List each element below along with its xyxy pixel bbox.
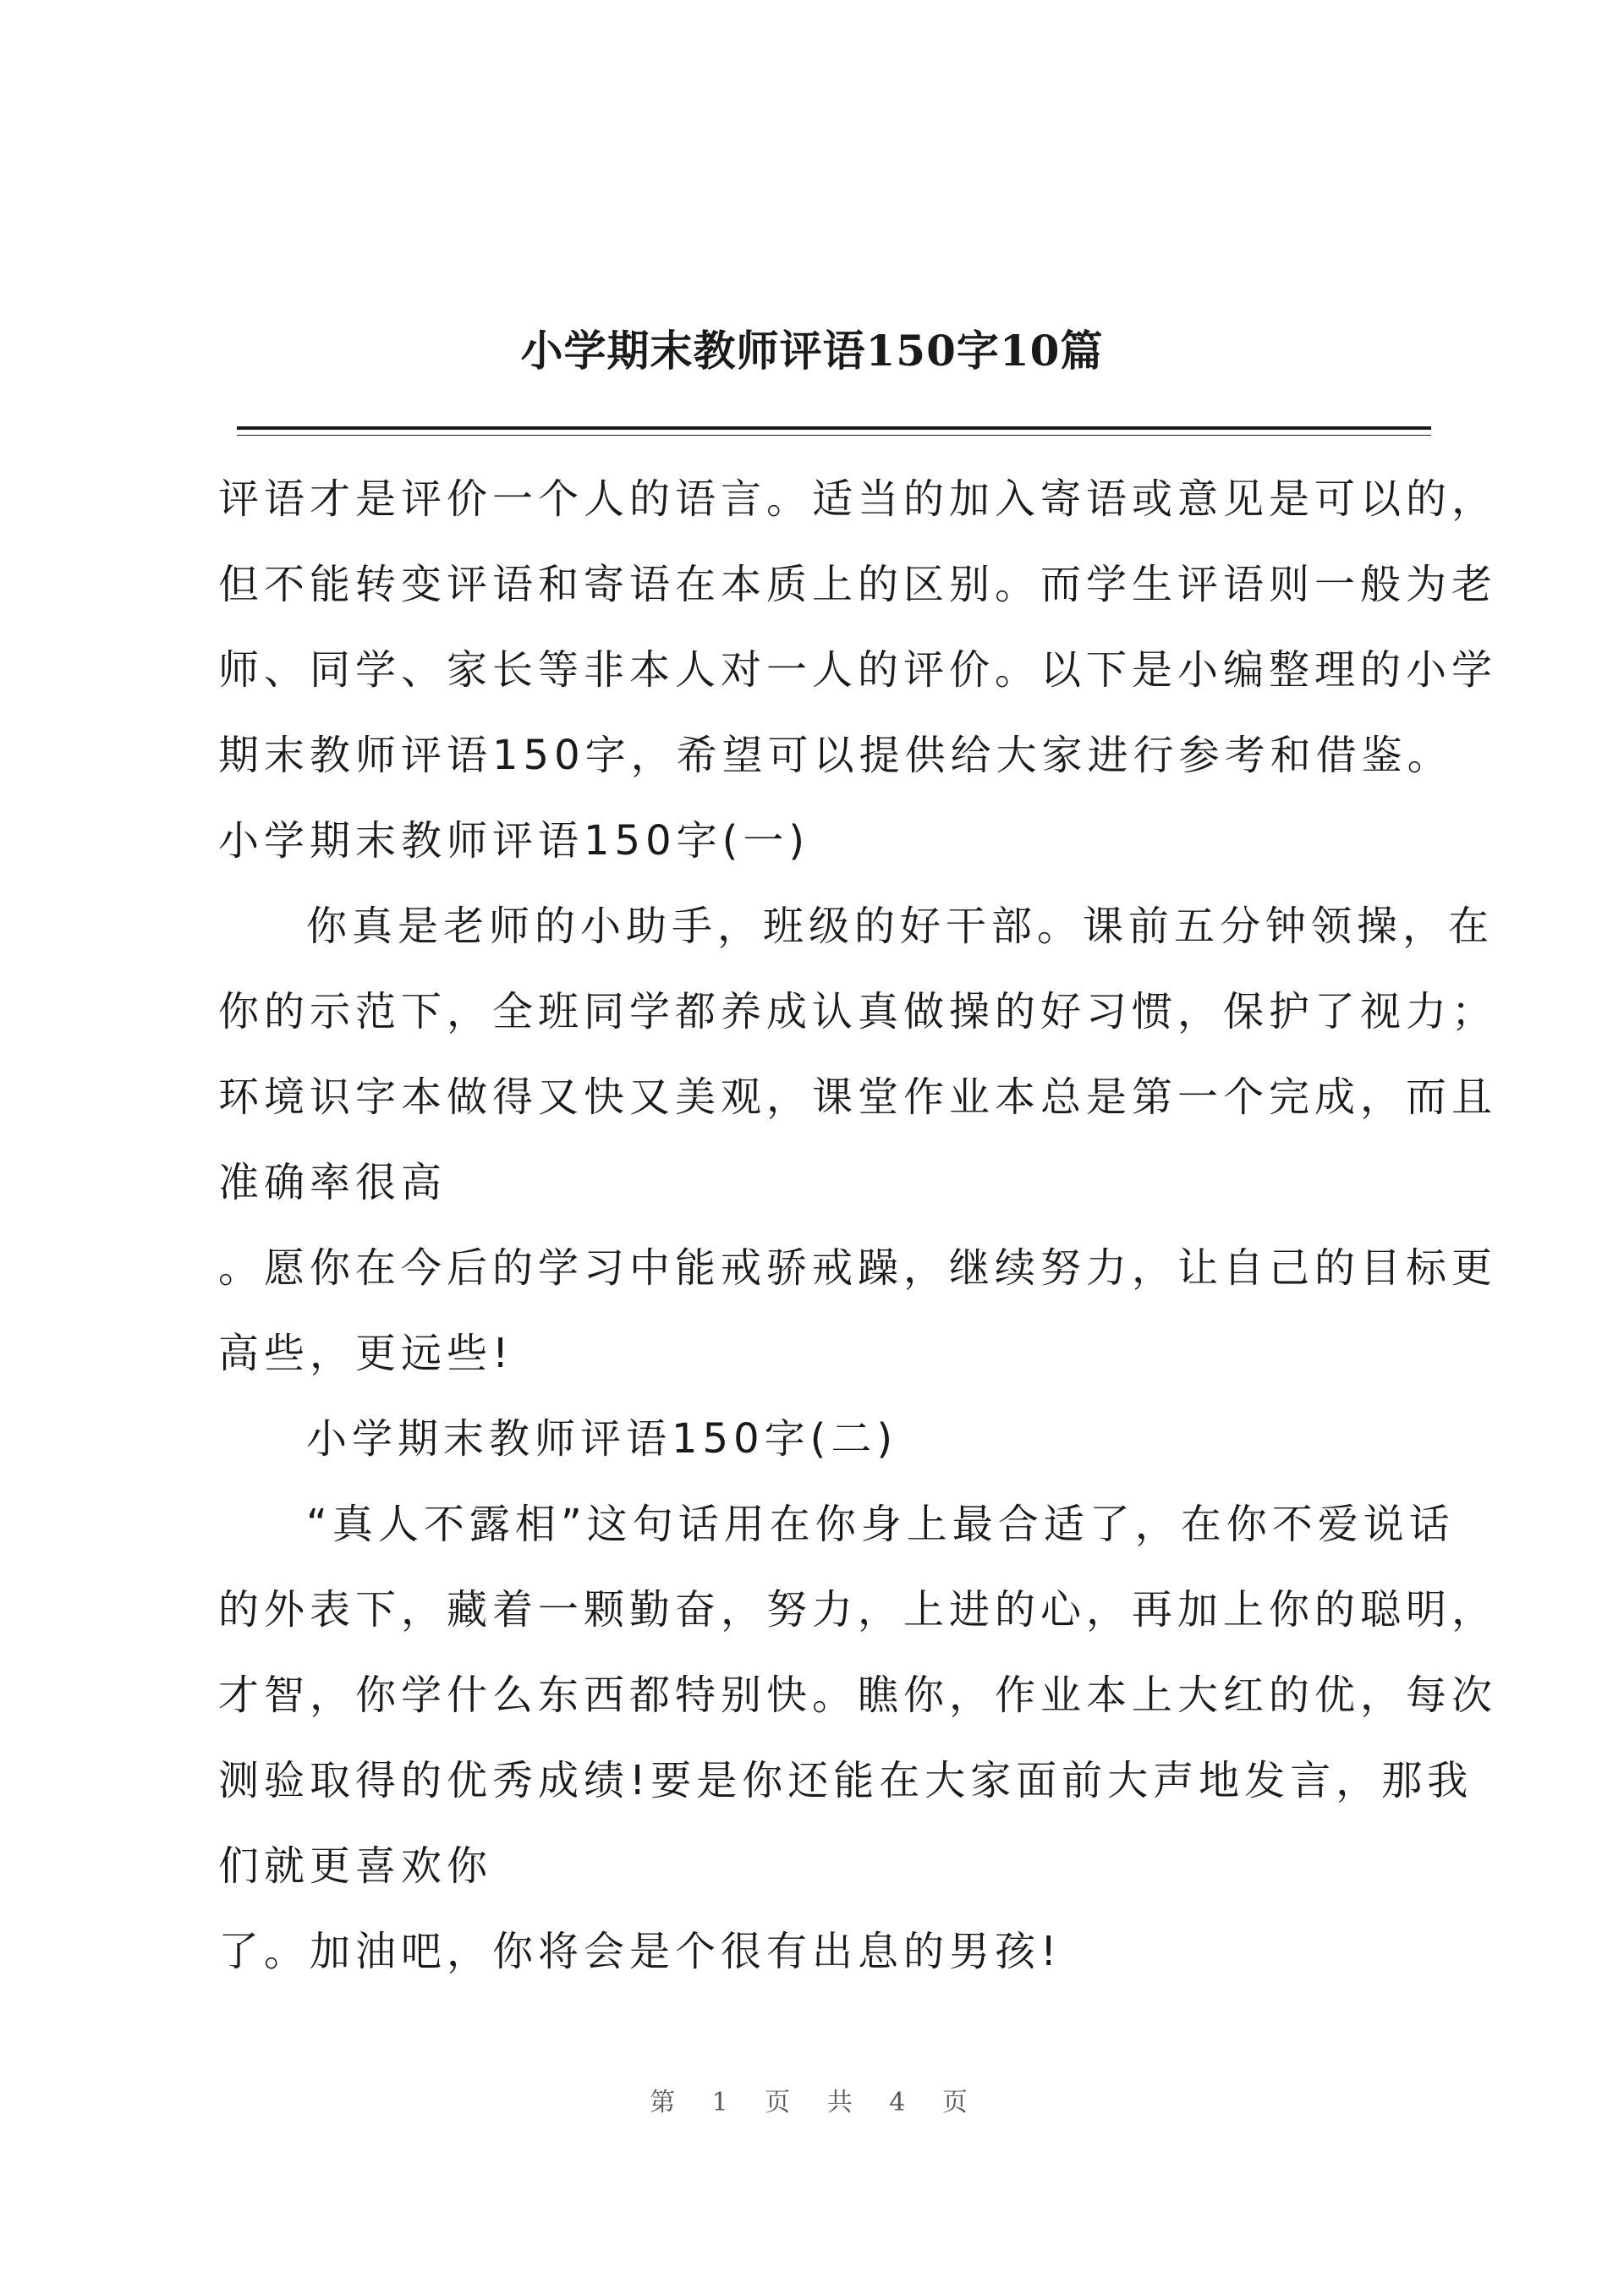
body-line-7: 你的示范下，全班同学都养成认真做操的好习惯，保护了视力； (218, 988, 1498, 1035)
body-line-8: 环境识字本做得又快又美观，课堂作业本总是第一个完成，而且 (218, 1073, 1498, 1121)
body-line-10: 。愿你在今后的学习中能戒骄戒躁，继续努力，让自己的目标更 (218, 1244, 1498, 1292)
body-line-4: 期末教师评语150字，希望可以提供给大家进行参考和借鉴。 (218, 732, 1453, 779)
body-line-1: 评语才是评价一个人的语言。适当的加入寄语或意见是可以的， (218, 475, 1498, 523)
page-footer: 第 1 页 共 4 页 (650, 2088, 974, 2117)
section-heading-2: 小学期末教师评语150字(二) (306, 1415, 898, 1463)
body-line-6: 你真是老师的小助手，班级的好干部。课前五分钟领操，在 (306, 903, 1495, 950)
body-line-3: 师、同学、家长等非本人对一人的评价。以下是小编整理的小学 (218, 646, 1498, 694)
page-title: 小学期末教师评语150字10篇 (520, 326, 1104, 376)
body-line-2: 但不能转变评语和寄语在本质上的区别。而学生评语则一般为老 (218, 561, 1498, 608)
body-line-17: 们就更喜欢你 (218, 1842, 493, 1890)
body-line-13: “真人不露相”这句话用在你身上最合适了，在你不爱说话 (306, 1501, 1455, 1548)
body-line-16: 测验取得的优秀成绩!要是你还能在大家面前大声地发言，那我 (218, 1757, 1473, 1804)
title-divider (237, 426, 1431, 436)
body-line-18: 了。加油吧，你将会是个很有出息的男孩! (218, 1928, 1062, 1975)
section-heading-1: 小学期末教师评语150字(一) (218, 817, 810, 865)
document-body (218, 457, 1498, 1995)
body-line-9: 准确率很高 (218, 1159, 447, 1206)
body-line-11: 高些，更远些! (218, 1330, 514, 1377)
body-line-14: 的外表下，藏着一颗勤奋，努力，上进的心，再加上你的聪明， (218, 1586, 1498, 1633)
body-line-15: 才智，你学什么东西都特别快。瞧你，作业本上大红的优，每次 (218, 1672, 1498, 1719)
